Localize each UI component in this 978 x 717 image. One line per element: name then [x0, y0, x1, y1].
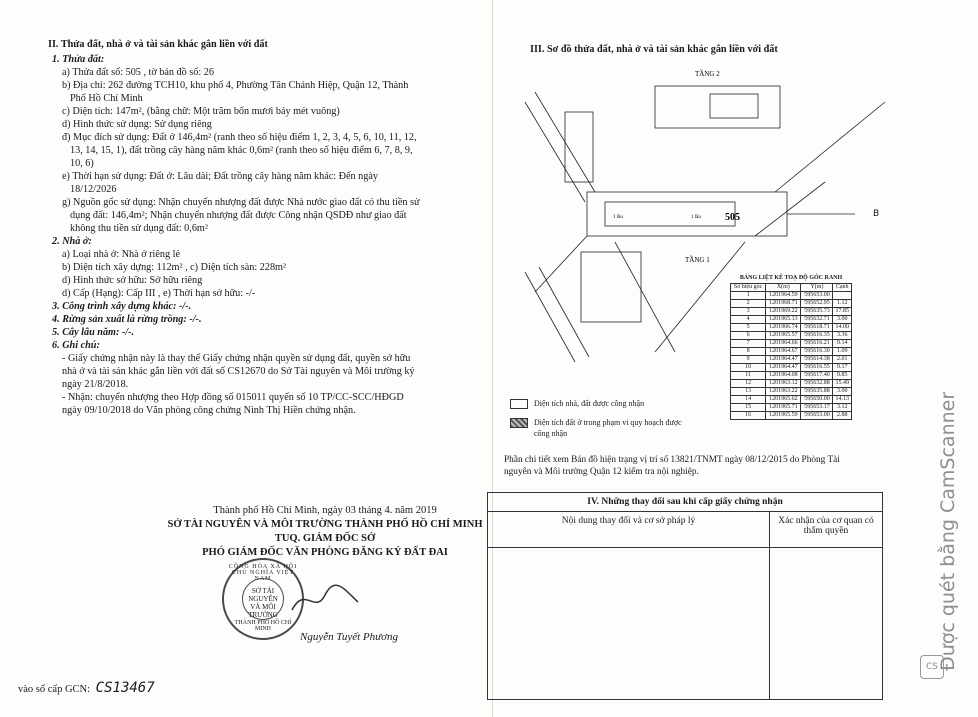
coord-cell: 1201965.57: [766, 332, 801, 340]
coord-cell: 2: [731, 300, 766, 308]
coord-cell: 15: [731, 404, 766, 412]
coord-cell: 2.01: [833, 356, 852, 364]
note-line: - Nhận: chuyển nhượng theo Hợp đồng số 015011 quyển số 10 TP/CC-SCC/HĐGD: [62, 392, 404, 403]
coord-cell: 1: [731, 292, 766, 300]
seal-ring-text-bottom: THÀNH PHỐ HỒ CHÍ MINH: [234, 620, 292, 632]
coord-cell: 1201964.59: [766, 292, 801, 300]
coord-row: [731, 372, 852, 380]
legend-swatch-approved: [510, 399, 528, 409]
diagram-legend: [510, 398, 682, 439]
coord-cell: [833, 292, 852, 300]
coord-row: [731, 300, 852, 308]
coord-cell: 595618.71: [801, 324, 833, 332]
coord-cell: 3.36: [833, 332, 852, 340]
coord-cell: 1201965.62: [766, 396, 801, 404]
coord-row: [731, 316, 852, 324]
legend-swatch-planning: [510, 418, 528, 428]
coord-cell: 595635.73: [801, 308, 833, 316]
coord-cell: 2.88: [833, 412, 852, 420]
coord-row: [731, 380, 852, 388]
coordinate-table: [730, 275, 852, 420]
coord-header: Cạnh: [833, 284, 852, 292]
coord-cell: 1.12: [833, 300, 852, 308]
land-line: dụng đất: 146,4m²; Nhận chuyển nhượng đất được Công nhận QSDĐ như giao đất: [70, 210, 407, 221]
changes-col1-header: Nội dung thay đổi và cơ sở pháp lý: [488, 512, 769, 548]
coord-cell: 595635.88: [801, 388, 833, 396]
coord-cell: 1201965.59: [766, 412, 801, 420]
land-line: không thu tiền sử dụng đất: 0,6m²: [70, 223, 208, 234]
coord-cell: 6: [731, 332, 766, 340]
coord-cell: 7: [731, 340, 766, 348]
gcn-register: [18, 680, 155, 696]
house-line: d) Cấp (Hạng): Cấp III , e) Thời hạn sở hữu: -/-: [62, 288, 256, 299]
coord-cell: 1201968.71: [766, 300, 801, 308]
coord-cell: 595632.71: [801, 316, 833, 324]
coord-cell: 14.13: [833, 396, 852, 404]
coord-cell: 1201964.66: [766, 340, 801, 348]
coord-cell: 595653.00: [801, 412, 833, 420]
coord-cell: 595653.17: [801, 404, 833, 412]
item-5: 5. Cây lâu năm: -/-.: [52, 327, 135, 338]
coord-cell: 1201963.22: [766, 388, 801, 396]
coord-row: [731, 324, 852, 332]
coord-cell: 595653.00: [801, 292, 833, 300]
coord-cell: 1201969.22: [766, 308, 801, 316]
coord-cell: 0.17: [833, 364, 852, 372]
coord-cell: 12: [731, 380, 766, 388]
seal-center: SỞ TÀI NGUYÊN VÀ MÔI TRƯỜNG: [242, 578, 284, 620]
coord-grid: [730, 283, 852, 420]
camscanner-watermark: [918, 320, 958, 690]
item-4: 4. Rừng sản xuất là rừng trồng: -/-.: [52, 314, 202, 325]
coord-cell: 595616.55: [801, 364, 833, 372]
seal-ring-text: CỘNG HÒA XÃ HỘI CHỦ NGHĨA VIỆT NAM: [228, 564, 298, 582]
coord-row: [731, 332, 852, 340]
coord-cell: 1201964.08: [766, 372, 801, 380]
coord-cell: 15.49: [833, 380, 852, 388]
camscanner-logo-icon: CS: [920, 655, 944, 679]
coord-header: Y(m): [801, 284, 833, 292]
coord-cell: 3.00: [833, 388, 852, 396]
coord-cell: 1201964.47: [766, 356, 801, 364]
section4-title: IV. Những thay đổi sau khi cấp giấy chứng nhận: [488, 493, 882, 512]
land-line: e) Thời hạn sử dụng: Đất ở: Lâu dài; Đất trồng cây hàng năm khác: Đến ngày: [62, 171, 378, 182]
coord-row: [731, 308, 852, 316]
coord-cell: 595617.40: [801, 372, 833, 380]
coord-cell: 8: [731, 348, 766, 356]
coord-row: [731, 348, 852, 356]
coord-cell: 595614.38: [801, 356, 833, 364]
coord-cell: 595616.21: [801, 340, 833, 348]
section-land-info: [48, 38, 488, 417]
signature-scribble: [290, 580, 360, 620]
coord-cell: 14: [731, 396, 766, 404]
changes-table: [487, 492, 883, 700]
coord-row: [731, 340, 852, 348]
coord-cell: 595652.95: [801, 300, 833, 308]
land-line: g) Nguồn gốc sử dụng: Nhận chuyển nhượng đất được Nhà nước giao đất có thu tiền sử: [62, 197, 420, 208]
coord-row: [731, 388, 852, 396]
land-line: d) Hình thức sử dụng: Sử dụng riêng: [62, 119, 212, 130]
land-line: 10, 6): [70, 158, 94, 169]
changes-col-confirm: [770, 512, 882, 700]
coord-row: [731, 292, 852, 300]
coord-cell: 9: [731, 356, 766, 364]
gcn-label: vào sổ cấp GCN:: [18, 684, 91, 695]
house-label: 1 lầu: [613, 215, 623, 220]
issuing-org: SỞ TÀI NGUYÊN VÀ MÔI TRƯỜNG THÀNH PHỐ HỒ CHÍ MINH: [167, 519, 483, 530]
coord-cell: 0.14: [833, 340, 852, 348]
parcel-number: 505: [725, 212, 740, 223]
changes-col-content: [488, 512, 770, 700]
coord-cell: 1201965.13: [766, 316, 801, 324]
legend-approved: Diện tích nhà, đất được công nhận: [534, 399, 645, 408]
note-line: ngày 09/10/2018 do Văn phòng công chứng Ninh Thị Hiền chứng nhận.: [62, 405, 356, 416]
coord-cell: 11: [731, 372, 766, 380]
house-line: d) Hình thức sở hữu: Sở hữu riêng: [62, 275, 203, 286]
north-mark: B: [873, 209, 880, 219]
coord-cell: 3: [731, 308, 766, 316]
coord-header: Số hiệu góc: [731, 284, 766, 292]
note-line: - Giấy chứng nhận này là thay thế Giấy chứng nhận quyền sử dụng đất, quyền sở hữu: [62, 353, 411, 364]
land-line: a) Thửa đất số: 505 , tờ bản đồ số: 26: [62, 67, 214, 78]
coord-row: [731, 396, 852, 404]
coord-cell: 0.85: [833, 372, 852, 380]
house-title: 2. Nhà ở:: [52, 236, 92, 247]
tuq-line: TUQ. GIÁM ĐỐC SỞ: [274, 533, 376, 544]
coord-row: [731, 364, 852, 372]
coord-cell: 1201964.67: [766, 348, 801, 356]
land-line: b) Địa chỉ: 262 đường TCH10, khu phố 4, Phường Tân Chánh Hiệp, Quận 12, Thành: [62, 80, 409, 91]
land-line: 13, 14, 15, 1), đất trồng cây hàng năm khác 0,6m² (ranh theo số hiệu điểm 6, 7, 8, 9,: [70, 145, 413, 156]
diagram-note: Phần chi tiết xem Bản đồ hiện trạng vị trí số 13821/TNMT ngày 08/12/2015 do Phòng Tài nguyên và Môi trường Quận 12 kiểm tra nội nghiệp.: [504, 455, 840, 477]
coord-cell: 3.12: [833, 404, 852, 412]
note-line: ngày 21/8/2018.: [62, 379, 129, 390]
coord-cell: 595616.30: [801, 348, 833, 356]
changes-col2-header: Xác nhận của cơ quan có thẩm quyền: [770, 512, 882, 548]
land-line: c) Diện tích: 147m², (bằng chữ: Một trăm bốn mươi bảy mét vuông): [62, 106, 340, 117]
legend-planning-cont: công nhận: [534, 429, 568, 439]
note-line: nhà ở và tài sản khác gắn liền với đất số CS12670 do Sở Tài nguyên và Môi trường ký: [62, 366, 415, 377]
coord-cell: 14.00: [833, 324, 852, 332]
land-line: 18/12/2026: [70, 184, 117, 195]
coord-cell: 595616.35: [801, 332, 833, 340]
signer-name: Nguyễn Tuyết Phương: [300, 631, 399, 643]
coord-cell: 5: [731, 324, 766, 332]
gcn-number: CS13467: [95, 680, 155, 696]
item-3: 3. Công trình xây dựng khác: -/-.: [52, 301, 192, 312]
coord-cell: 1201965.71: [766, 404, 801, 412]
coord-title: BẢNG LIỆT KÊ TOẠ ĐỘ GÓC RANH: [739, 275, 843, 281]
date-line: Thành phố Hồ Chí Minh, ngày 03 tháng 4. năm 2019: [213, 505, 437, 516]
land-title: 1. Thửa đất:: [52, 54, 105, 65]
coord-row: [731, 404, 852, 412]
coord-cell: 13: [731, 388, 766, 396]
house-label: 1 lầu: [691, 215, 701, 220]
coord-cell: 1.09: [833, 348, 852, 356]
legend-planning: Diện tích đất ở trong phạm vi quy hoạch được: [534, 418, 682, 428]
coord-cell: 4: [731, 316, 766, 324]
land-line: Phố Hồ Chí Minh: [70, 93, 143, 104]
floor2-outline: [655, 86, 780, 128]
coord-cell: 1201966.74: [766, 324, 801, 332]
coord-cell: 1201963.12: [766, 380, 801, 388]
signature-block: [160, 504, 490, 560]
coord-cell: 1201964.47: [766, 364, 801, 372]
coord-cell: 595650.00: [801, 396, 833, 404]
floor2-inner: [710, 94, 758, 118]
section2-title: II. Thửa đất, nhà ở và tài sản khác gắn liền với đất: [48, 39, 268, 50]
coord-header: X(m): [766, 284, 801, 292]
coord-cell: 16: [731, 412, 766, 420]
coord-cell: 3.00: [833, 316, 852, 324]
land-line: đ) Mục đích sử dụng: Đất ở 146,4m² (ranh theo số hiệu điểm 1, 2, 3, 4, 5, 6, 10, 11, 12,: [62, 132, 417, 143]
signer-role: PHÓ GIÁM ĐỐC VĂN PHÒNG ĐĂNG KÝ ĐẤT ĐAI: [202, 547, 448, 558]
section3-title: III. Sơ đồ thửa đất, nhà ở và tài sản khác gắn liền với đất: [530, 44, 778, 55]
house-footprint: [587, 192, 787, 236]
watermark-text: Được quét bằng CamScanner: [937, 391, 959, 671]
coord-row: [731, 412, 852, 420]
coord-cell: 10: [731, 364, 766, 372]
floor1-label: TẦNG 1: [685, 256, 710, 264]
house-line: a) Loại nhà ở: Nhà ở riêng lẻ: [62, 249, 180, 260]
coord-cell: 17.85: [833, 308, 852, 316]
coord-cell: 595632.88: [801, 380, 833, 388]
coord-row: [731, 356, 852, 364]
floor2-label: TẦNG 2: [695, 70, 720, 78]
item-6: 6. Ghi chú:: [52, 340, 100, 351]
house-line: b) Diện tích xây dựng: 112m² , c) Diện tích sàn: 228m²: [62, 262, 287, 273]
